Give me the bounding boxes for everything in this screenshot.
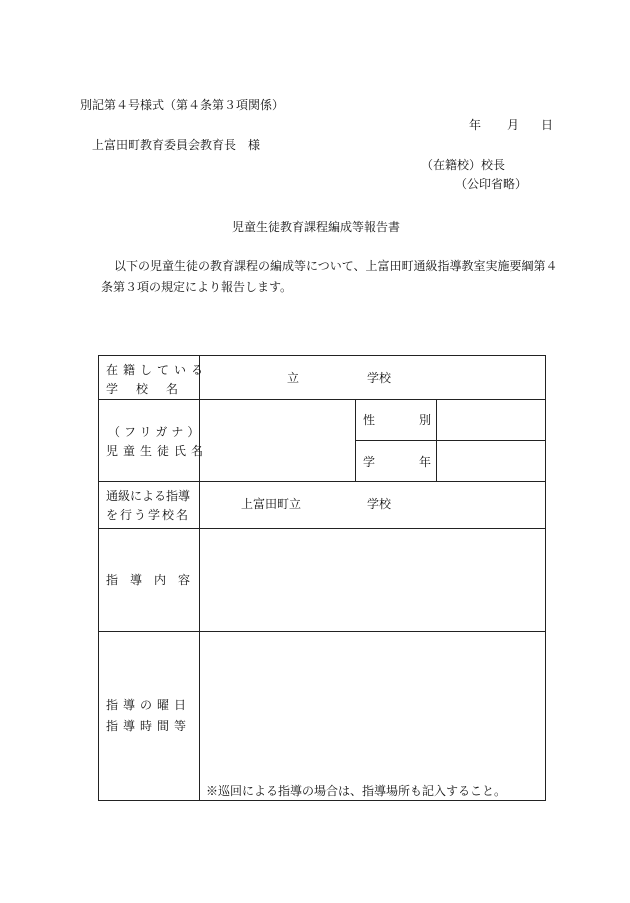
date-year-label: 年 bbox=[469, 118, 482, 132]
school-label-line1: 在籍している bbox=[106, 363, 209, 377]
schedule-label-line1: 指導の曜日 bbox=[106, 698, 192, 712]
row-divider-1 bbox=[99, 399, 546, 400]
guidance-school-label-line2: を行う学校名 bbox=[106, 508, 191, 522]
row-divider-4 bbox=[99, 631, 546, 632]
document-title: 児童生徒教育課程編成等報告書 bbox=[232, 220, 401, 234]
guidance-content-label: 指 導 内 容 bbox=[106, 573, 191, 587]
report-table bbox=[98, 355, 546, 801]
school-label-line2: 学 校 名 bbox=[106, 382, 182, 396]
sex-grade-row-divider bbox=[355, 440, 546, 441]
sender-principal: （在籍校）校長 bbox=[421, 158, 506, 172]
school-value-ritsu: 立 bbox=[287, 371, 300, 385]
date-day-label: 日 bbox=[541, 118, 554, 132]
grade-label-char2: 年 bbox=[419, 455, 432, 469]
school-value-gakko: 学校 bbox=[367, 371, 392, 385]
sex-label-char1: 性 bbox=[363, 413, 376, 427]
body-line-1: 以下の児童生徒の教育課程の編成等について、上富田町通級指導教室実施要綱第４ bbox=[114, 259, 558, 273]
schedule-label-line2: 指導時間等 bbox=[106, 719, 192, 733]
seal-omitted-note: （公印省略） bbox=[455, 177, 528, 191]
date-month-label: 月 bbox=[507, 118, 520, 132]
label-column-divider bbox=[199, 356, 200, 801]
form-reference: 別記第４号様式（第４条第３項関係） bbox=[80, 98, 285, 112]
guidance-school-value: 上富田町立 bbox=[241, 497, 302, 511]
furigana-label: （フリガナ） bbox=[108, 425, 204, 439]
schedule-note: ※巡回による指導の場合は、指導場所も記入すること。 bbox=[206, 784, 507, 798]
student-name-label: 児童生徒氏名 bbox=[106, 444, 209, 458]
guidance-school-label-line1: 通級による指導 bbox=[106, 489, 191, 503]
row-divider-3 bbox=[99, 528, 546, 529]
guidance-school-value-gakko: 学校 bbox=[367, 497, 392, 511]
sex-label-char2: 別 bbox=[419, 413, 432, 427]
addressee: 上富田町教育委員会教育長 様 bbox=[92, 138, 261, 152]
row-divider-2 bbox=[99, 481, 546, 482]
grade-label-char1: 学 bbox=[363, 455, 376, 469]
body-line-2: 条第３項の規定により報告します。 bbox=[101, 280, 293, 294]
